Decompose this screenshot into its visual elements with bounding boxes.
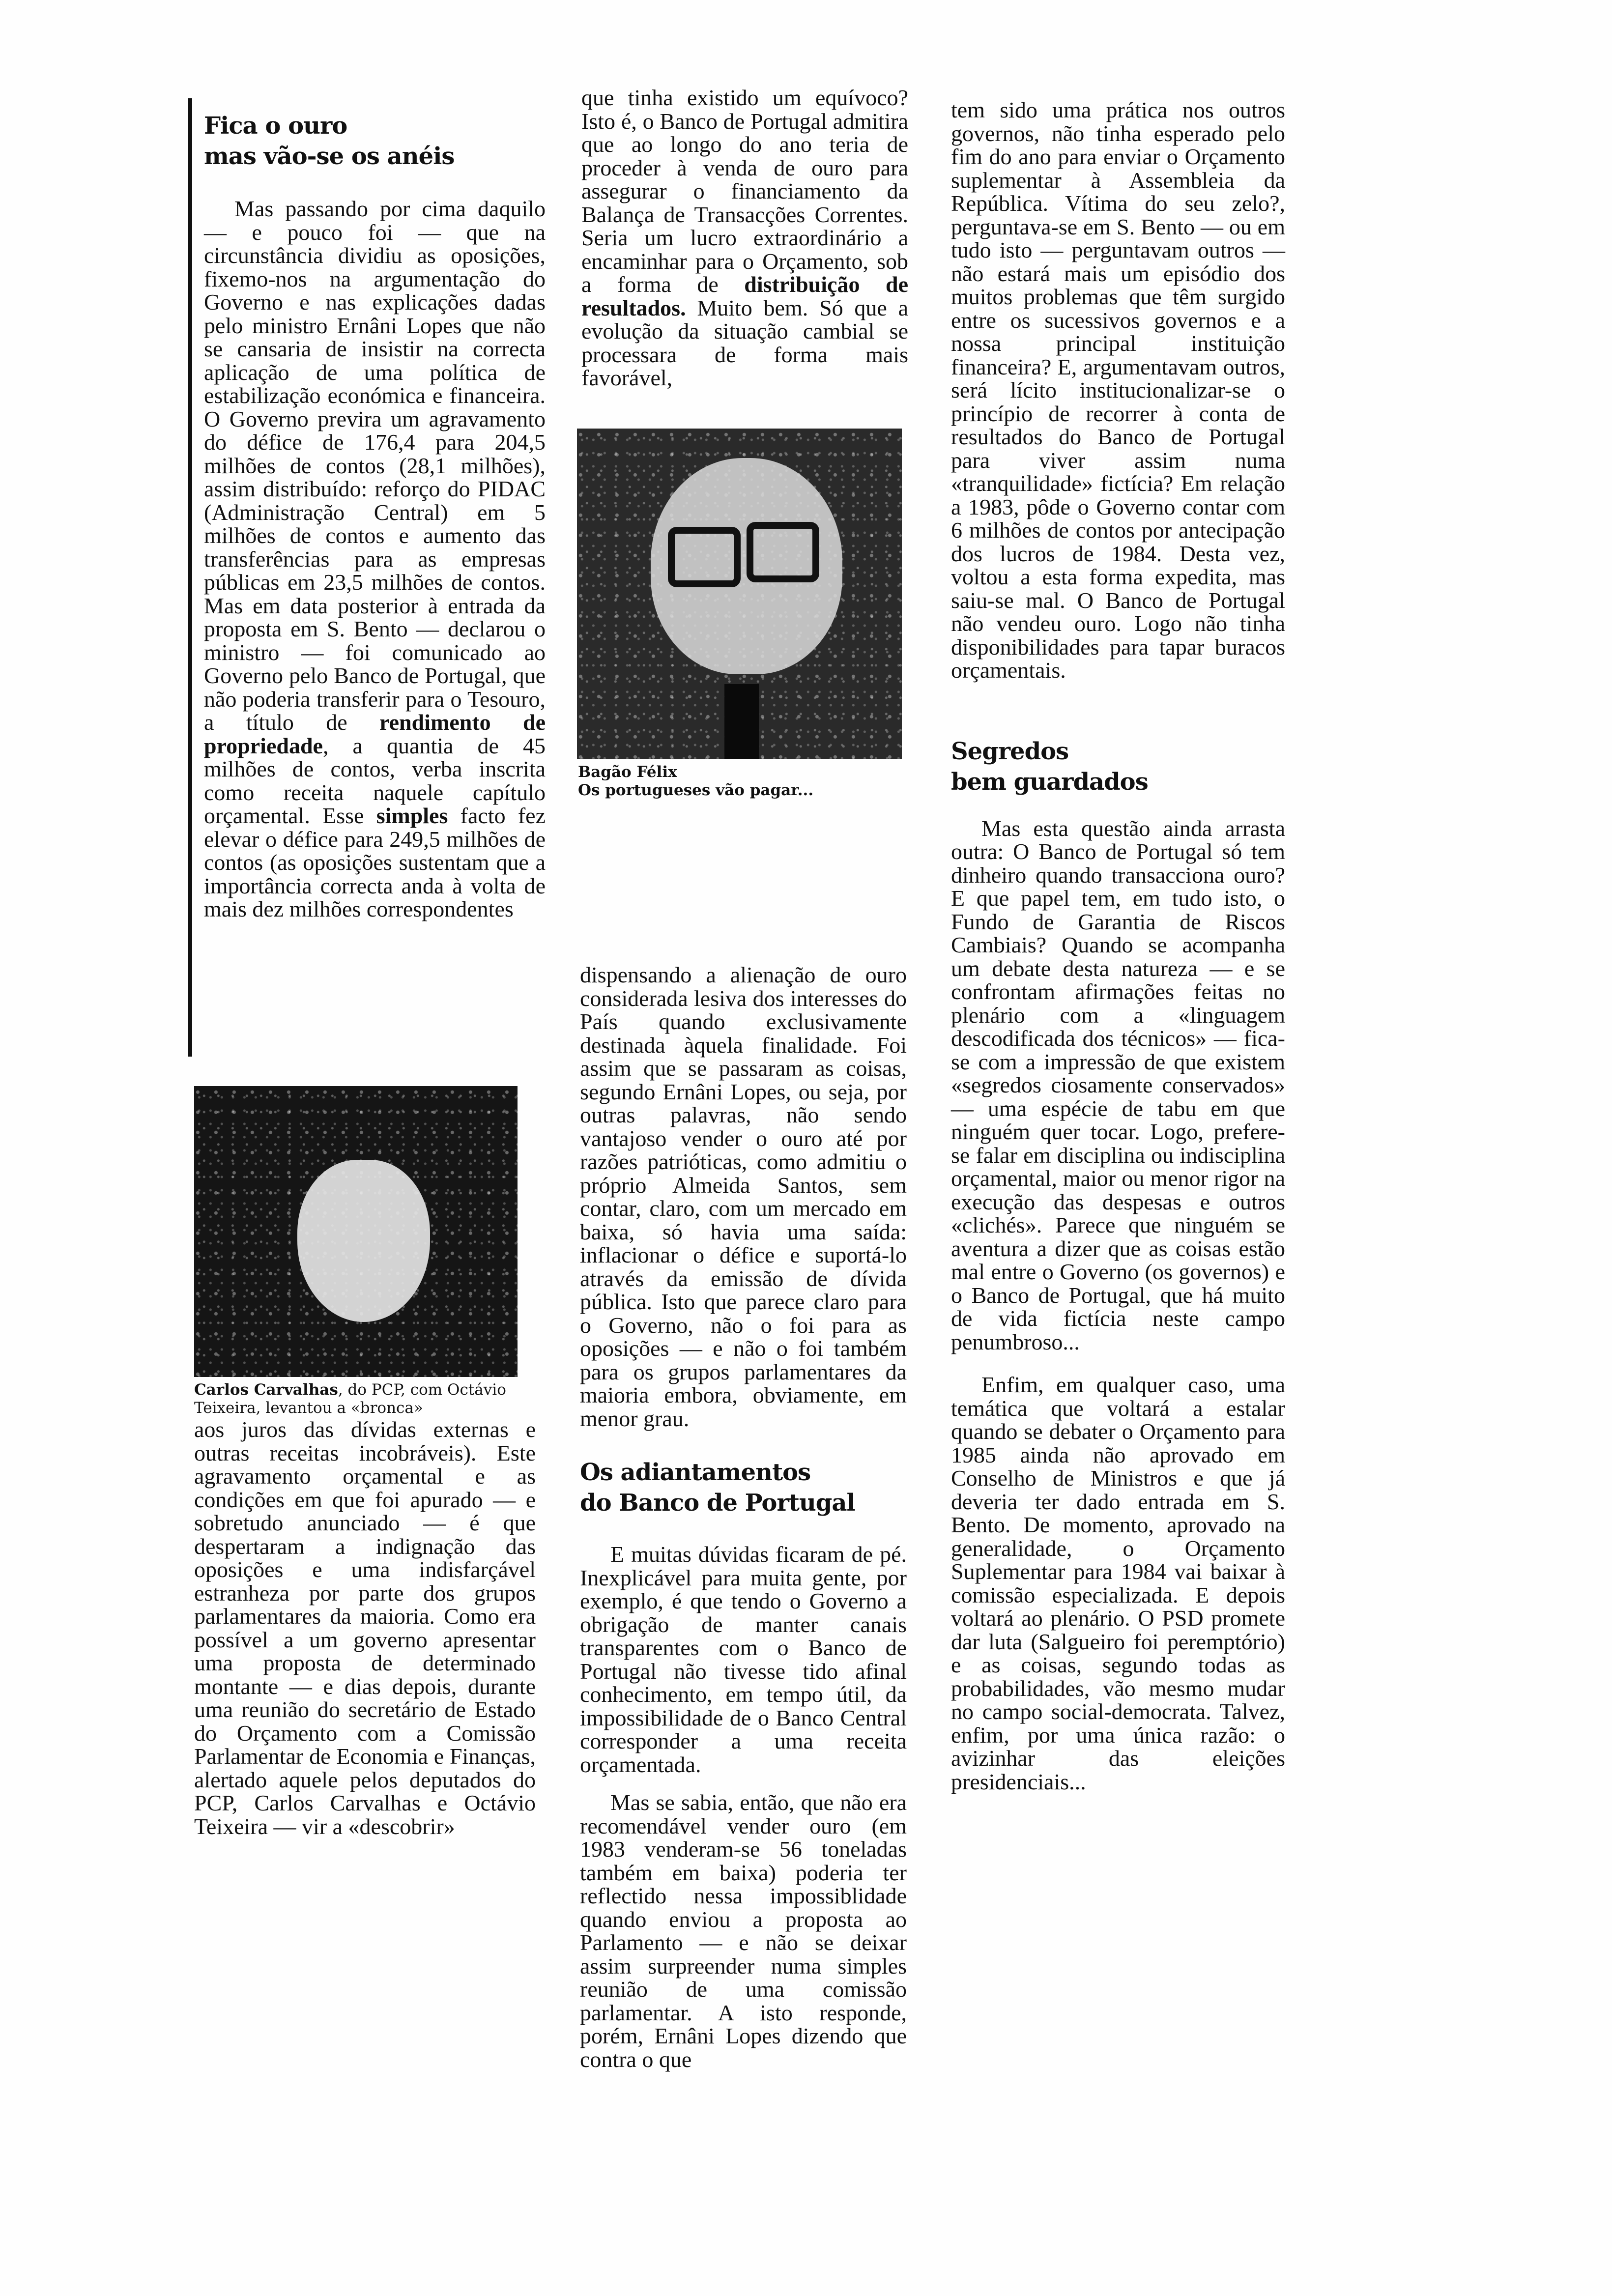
paragraph: E muitas dúvidas ficaram de pé. Inexplicável para muita gente, por exemplo, é que tendo o Governo a obrigação de manter canais transparentes com o Banco de Portugal não tivesse tido afinal conhecimento, em tempo útil, da impossibilidade de o Banco Central corresponder a uma receita orçamentada.: [580, 1542, 907, 1777]
bold-phrase: rendimento de propriedade: [204, 710, 546, 758]
paragraph: Mas se sabia, então, que não era recomendável vender ouro (em 1983 venderam-se 56 toneladas também em baixa) poderia ter reflectido nessa impossiblidade quando enviou a proposta ao Parlamento — e não se deixar assim surpreender numa simples reunião de uma comissão parlamentar. A isto responde, porém, Ernâni Lopes dizendo que contra o que: [580, 1790, 907, 2072]
tie: [724, 684, 759, 759]
bold-phrase: distribuição de resultados.: [581, 272, 908, 320]
glasses: [747, 522, 819, 582]
section-heading-adiantamentos: Os adiantamentos do Banco de Portugal: [580, 1459, 855, 1517]
paragraph: Mas esta questão ainda arrasta outra: O Banco de Portugal só tem dinheiro quando transacciona ouro? E que papel tem, em tudo isto, o Fundo de Garantia de Riscos Cambiais? Quando se acompanha um debate desta natureza — e se confrontam afirmações feitas no plenário com a «linguagem descodificada dos técnicos» — fica-se com a impressão de que existem «segredos ciosamente conservados» — uma espécie de tabu em que ninguém quer tocar. Logo, prefere-se falar em disciplina ou indisciplina orçamental, maior ou menor rigor na execução das despesas e outros «clichés». Parece que ninguém se aventura a dizer que as coisas estão mal entre o Governo (os governos) e o Banco de Portugal, que há muito de vida fictícia neste campo penumbroso...: [951, 815, 1285, 1354]
photo-bagao-felix: [577, 429, 902, 759]
paragraph: tem sido uma prática nos outros governos, não tinha esperado pelo fim do ano para enviar o Orçamento suplementar à Assembleia da República. Vítima do seu zelo?, perguntava-se em S. Bento — ou em tudo isto — perguntavam outros — não estará mais um episódio dos muitos problemas que têm surgido entre os sucessivos governos e a nossa principal instituição financeira? E, argumentavam outros, será lícito institucionalizar-se o princípio de recorrer à conta de resultados do Banco de Portugal para viver assim numa «tranquilidade» fictícia? Em relação a 1983, pôde o Governo contar com 6 milhões de contos por antecipação dos lucros de 1984. Desta vez, voltou a esta forma expedita, mas saiu-se mal. O Banco de Portugal não vendeu ouro. Logo não tinha disponibilidades para tapar buracos orçamentais.: [951, 97, 1285, 683]
paragraph: Mas passando por cima daquilo — e pouco foi — que na circunstância dividiu as oposições, fixemo-nos na argumentação do Governo e nas explicações dadas pelo ministro Ernâni Lopes que não se cansaria de insistir na correcta aplicação de uma política de estabilização económica e financeira. O Governo previra um agravamento do défice de 176,4 para 204,5 milhões de contos (28,1 milhões), assim distribuído: reforço do PIDAC (Administração Central) em 5 milhões de contos e aumento das transferências para as empresas públicas em 23,5 milhões de contos. Mas em data posterior à entrada da proposta em S. Bento — declarou o ministro — foi comunicado ao Governo pelo Banco de Portugal, que não poderia transferir para o Tesouro, a título de rendimento de propriedade, a quantia de 45 milhões de contos, verba inscrita como receita naquele capítulo orçamental. Esse simples facto fez elevar o défice para 249,5 milhões de contos (as oposições sustentam que a importância correcta anda à volta de mais dez milhões correspondentes: [204, 196, 546, 921]
section-heading-fica-o-ouro: Fica o ouro mas vão-se os anéis: [204, 112, 455, 170]
section-heading-segredos: Segredos bem guardados: [951, 737, 1148, 796]
middle-column-top: [581, 86, 908, 390]
portrait-face: [297, 1160, 430, 1322]
left-column-top: [204, 111, 546, 921]
photo-caption-middle: Bagão Félix Os portugueses vão pagar...: [578, 763, 814, 799]
paragraph: Enfim, em qualquer caso, uma temática que voltará a estalar quando se debater o Orçamento para 1985 ainda não aprovado em Conselho de Ministros e que já deveria ter dado entrada em S. Bento. De momento, aprovado na generalidade, o Orçamento Suplementar para 1984 vai baixar à comissão especializada. E depois voltará ao plenário. O PSD promete dar luta (Salgueiro foi peremptório) e as coisas, segundo todas as probabilidades, vão mesmo mudar no campo social-democrata. Talvez, enfim, por uma única razão: o avizinhar das eleições presidenciais...: [951, 1372, 1285, 1794]
photo-caption-left: Carlos Carvalhas, do PCP, com Octávio Teixeira, levantou a «bronca»: [194, 1381, 506, 1417]
paragraph: que tinha existido um equívoco? Isto é, o Banco de Portugal admitira que ao longo do ano teria de proceder à venda de ouro para assegurar o financiamento da Balança de Transacções Correntes. Seria um lucro extraordinário a encaminhar para o Orçamento, sob a forma de distribuição de resultados. Muito bem. Só que a evolução da situação cambial se processara de forma mais favorável,: [581, 85, 908, 390]
paragraph: aos juros das dívidas externas e outras receitas incobráveis). Este agravamento orçamental e as condições em que foi apurado — e sobretudo anunciado — é que despertaram a indignação das oposições e uma indisfarçável estranheza por parte dos grupos parlamentares da maioria. Como era possível a um governo apresentar uma proposta de determinado montante — e dias depois, durante uma reunião do secretário de Estado do Orçamento com a Comissão Parlamentar de Economia e Finanças, alertado aquele pelos deputados do PCP, Carlos Carvalhas e Octávio Teixeira — vir a «descobrir»: [194, 1417, 536, 1839]
left-margin-rule: [188, 98, 192, 1057]
paragraph: dispensando a alienação de ouro considerada lesiva dos interesses do País quando exclusivamente destinada àquela finalidade. Foi assim que se passaram as coisas, segundo Ernâni Lopes, ou seja, por outras palavras, não sendo vantajoso vender o ouro até por razões patrióticas, como admitiu o próprio Almeida Santos, sem contar, claro, com um mercado em baixa, só havia uma saída: inflacionar o défice e suportá-lo através da emissão de dívida pública. Isto que parece claro para o Governo, não o foi para as oposições — e não o foi também para os grupos parlamentares da maioria embora, obviamente, em menor grau.: [580, 962, 907, 1431]
left-column-bottom: [194, 1418, 536, 1838]
glasses: [668, 527, 741, 587]
right-column: [951, 98, 1285, 1793]
bold-phrase: simples: [376, 803, 448, 828]
middle-column-bottom: [580, 963, 907, 2071]
photo-carlos-carvalhas: [194, 1086, 518, 1377]
